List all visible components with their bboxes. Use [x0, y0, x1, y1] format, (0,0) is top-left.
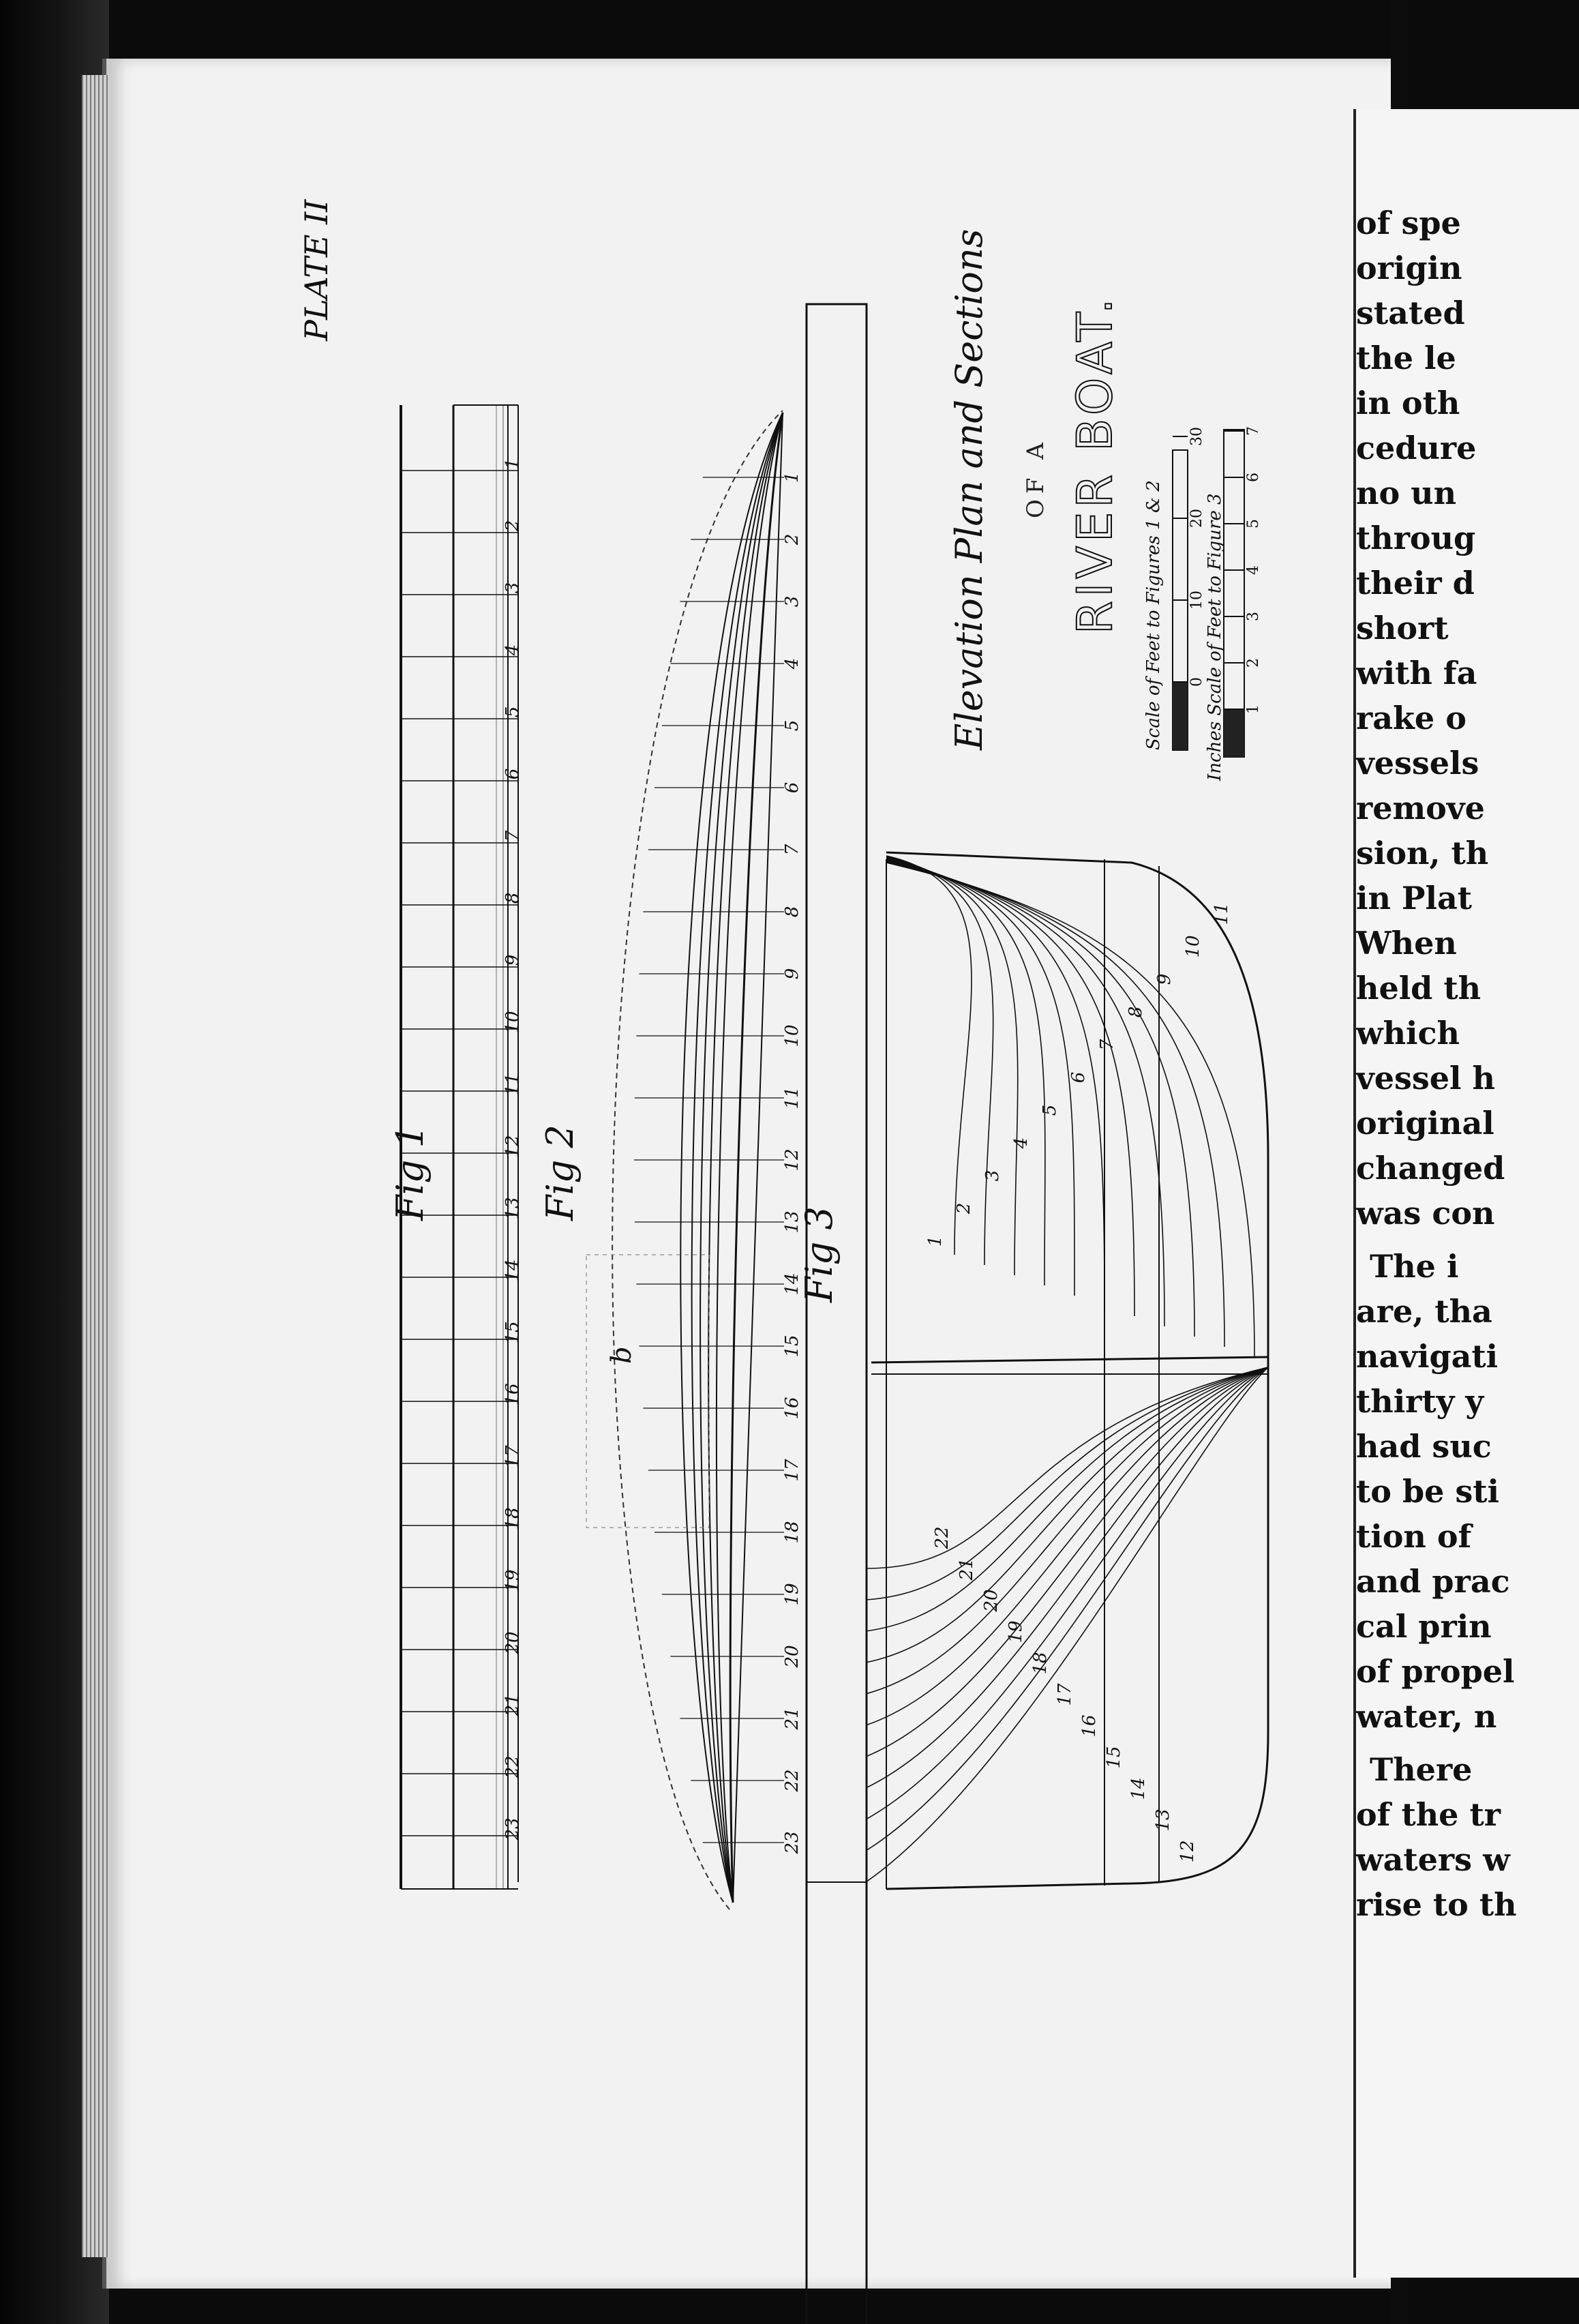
scale1-tick-label: 10	[1188, 591, 1205, 610]
fig1-station-label: 12	[502, 1135, 523, 1158]
text-line: of propel	[1356, 1653, 1515, 1690]
text-line: vessel h	[1356, 1060, 1495, 1097]
fig1-station-label: 4	[502, 644, 523, 656]
text-line: held th	[1356, 970, 1482, 1007]
plate-title: Elevation Plan and Sections	[948, 228, 991, 750]
text-line: in oth	[1356, 385, 1460, 421]
fig1-station-label: 7	[502, 830, 523, 842]
text-line: short	[1356, 610, 1449, 646]
plate-number: PLATE II	[298, 199, 335, 341]
scale-feet-fig-3	[1224, 426, 1262, 757]
text-line: and prac	[1356, 1563, 1510, 1600]
fig1-station-label: 6	[502, 768, 523, 780]
text-line: rise to th	[1356, 1886, 1517, 1923]
fig2-station-label: 16	[782, 1397, 802, 1420]
fig2-label: Fig 2	[539, 1124, 582, 1221]
scale2-tick-label: 2	[1245, 658, 1262, 668]
fig3-section-label: 10	[1183, 935, 1203, 958]
fig2-station-label: 18	[782, 1521, 802, 1544]
scale2-tick-label: 3	[1245, 612, 1262, 621]
fig3-section-label: 3	[982, 1170, 1003, 1182]
text-line: throug	[1356, 520, 1476, 556]
scale2-tick-label: 5	[1245, 519, 1262, 528]
fig1-station-label: 22	[502, 1755, 523, 1778]
fig3-keel-strip	[807, 304, 867, 2324]
text-line: which	[1356, 1015, 1460, 1052]
scale1-tick-label: 0	[1188, 677, 1205, 687]
scale1-tick-label: 20	[1188, 509, 1205, 528]
text-line: had suc	[1356, 1428, 1492, 1465]
text-line: no un	[1356, 475, 1457, 511]
scale1-tick-label: 30	[1188, 427, 1205, 446]
fig3-section-label: 15	[1104, 1746, 1124, 1769]
fig2-station-label: 21	[782, 1707, 802, 1730]
text-line: the le	[1356, 340, 1456, 376]
fig1-station-label: 15	[502, 1321, 523, 1344]
fig3-section-label: 17	[1055, 1683, 1075, 1706]
text-line: to be sti	[1356, 1473, 1500, 1510]
fig3-section-label: 22	[932, 1526, 952, 1549]
text-line: There	[1370, 1751, 1473, 1788]
text-line: was con	[1356, 1195, 1495, 1232]
scale1-label: Scale of Feet to Figures 1 & 2	[1143, 480, 1164, 750]
facing-text-page	[1353, 109, 1579, 2278]
fig3-section-label: 13	[1153, 1808, 1173, 1832]
fig2-station-label: 7	[782, 844, 802, 856]
fig1-station-label: 3	[502, 582, 523, 594]
fig2-station-label: 4	[782, 657, 802, 670]
fig2-station-label: 19	[782, 1583, 802, 1606]
fig3-section-label: 4	[1011, 1137, 1032, 1149]
text-line: rake o	[1356, 700, 1467, 736]
fig2-station-label: 2	[782, 533, 802, 546]
fig2-station-label: 11	[782, 1086, 802, 1109]
text-line: of the tr	[1356, 1796, 1501, 1833]
text-line: their d	[1356, 565, 1475, 601]
text-line: origin	[1356, 250, 1462, 286]
text-line: remove	[1356, 790, 1485, 826]
scale2-label: Inches Scale of Feet to Figure 3	[1205, 493, 1225, 781]
fig2-plan	[586, 411, 802, 1909]
text-line: with fa	[1356, 655, 1477, 691]
fig1-station-label: 10	[502, 1011, 523, 1034]
scale2-tick-label: 4	[1245, 565, 1262, 575]
fig2-station-label: 1	[782, 471, 802, 483]
fig1-station-label: 21	[502, 1693, 523, 1716]
fig2-letter: b	[606, 1346, 637, 1364]
fig2-station-label: 17	[782, 1459, 802, 1482]
fig3-section-label: 18	[1030, 1652, 1051, 1675]
text-line: water, n	[1356, 1698, 1497, 1735]
text-line: changed	[1356, 1150, 1505, 1187]
scale-feet-figs-1-2	[1173, 427, 1205, 750]
fig2-station-label: 22	[782, 1769, 802, 1792]
fig1-station-label: 18	[502, 1507, 523, 1530]
fig1-station-label: 17	[502, 1445, 523, 1468]
scale2-tick-label: 1	[1245, 704, 1262, 714]
fig3-section-label: 2	[954, 1202, 974, 1215]
fig3-section-label: 16	[1079, 1714, 1100, 1738]
fig2-station-label: 12	[782, 1148, 802, 1172]
fig1-station-label: 16	[502, 1383, 523, 1406]
fig3-section-label: 20	[981, 1589, 1002, 1612]
fig3-section-label: 19	[1006, 1620, 1026, 1643]
fig2-station-label: 6	[782, 781, 802, 794]
plate-title-of-a: OF A	[1022, 437, 1049, 518]
fig3-section-label: 11	[1212, 902, 1232, 925]
fig2-station-label: 20	[782, 1645, 802, 1668]
fig2-station-label: 10	[782, 1024, 802, 1047]
text-line: of spe	[1356, 205, 1461, 241]
fig1-station-label: 9	[502, 954, 523, 966]
fig3-section-label: 9	[1154, 973, 1175, 985]
fig3-section-label: 14	[1128, 1777, 1149, 1800]
text-line: in Plat	[1356, 880, 1473, 917]
fig1-station-label: 5	[502, 706, 523, 718]
text-line: navigati	[1356, 1338, 1499, 1375]
fig3-section-label: 1	[925, 1235, 946, 1247]
fig3-section-label: 12	[1177, 1840, 1198, 1863]
fig3-section-label: 8	[1126, 1006, 1146, 1018]
fig1-station-label: 23	[502, 1817, 523, 1841]
text-line: original	[1356, 1105, 1494, 1142]
text-line: sion, th	[1356, 835, 1489, 872]
fig2-station-label: 3	[782, 595, 802, 608]
text-line: When	[1356, 925, 1457, 962]
text-line: vessels	[1356, 745, 1479, 781]
text-line: stated	[1356, 295, 1465, 331]
fig1-station-label: 11	[502, 1073, 523, 1096]
scale2-tick-label: 7	[1245, 426, 1262, 436]
scale2-tick-label: 6	[1245, 473, 1262, 482]
text-line: are, tha	[1356, 1293, 1492, 1330]
fig1-station-label: 20	[502, 1631, 523, 1654]
fig1-station-label: 13	[502, 1197, 523, 1220]
fig3-section-label: 7	[1097, 1039, 1117, 1051]
fig2-station-label: 14	[782, 1272, 802, 1296]
fig2-station-label: 8	[782, 906, 802, 918]
text-line: cedure	[1356, 430, 1477, 466]
text-line: tion of	[1356, 1518, 1472, 1555]
fig2-station-label: 5	[782, 719, 802, 732]
plate-title-river-boat: RIVER BOAT.	[1067, 294, 1123, 634]
fig2-station-label: 13	[782, 1210, 802, 1234]
fig1-station-label: 19	[502, 1569, 523, 1592]
fig3-section-label: 21	[957, 1558, 977, 1581]
fig1-station-label: 14	[502, 1259, 523, 1282]
text-line: thirty y	[1356, 1383, 1484, 1420]
fig1-label: Fig 1	[389, 1124, 432, 1221]
fig1-station-label: 8	[502, 892, 523, 904]
text-line: The i	[1370, 1248, 1459, 1285]
fig2-station-label: 23	[782, 1831, 802, 1854]
fig3-body-sections	[866, 852, 1268, 1889]
fig3-label: Fig 3	[798, 1206, 841, 1302]
fig2-station-label: 15	[782, 1335, 802, 1358]
text-line: waters w	[1356, 1841, 1510, 1878]
fig1-station-label: 1	[502, 458, 523, 470]
fig3-section-label: 6	[1068, 1071, 1089, 1084]
fig1-station-label: 2	[502, 520, 523, 532]
fig2-station-label: 9	[782, 968, 802, 980]
fig3-section-label: 5	[1040, 1104, 1060, 1116]
text-line: cal prin	[1356, 1608, 1492, 1645]
